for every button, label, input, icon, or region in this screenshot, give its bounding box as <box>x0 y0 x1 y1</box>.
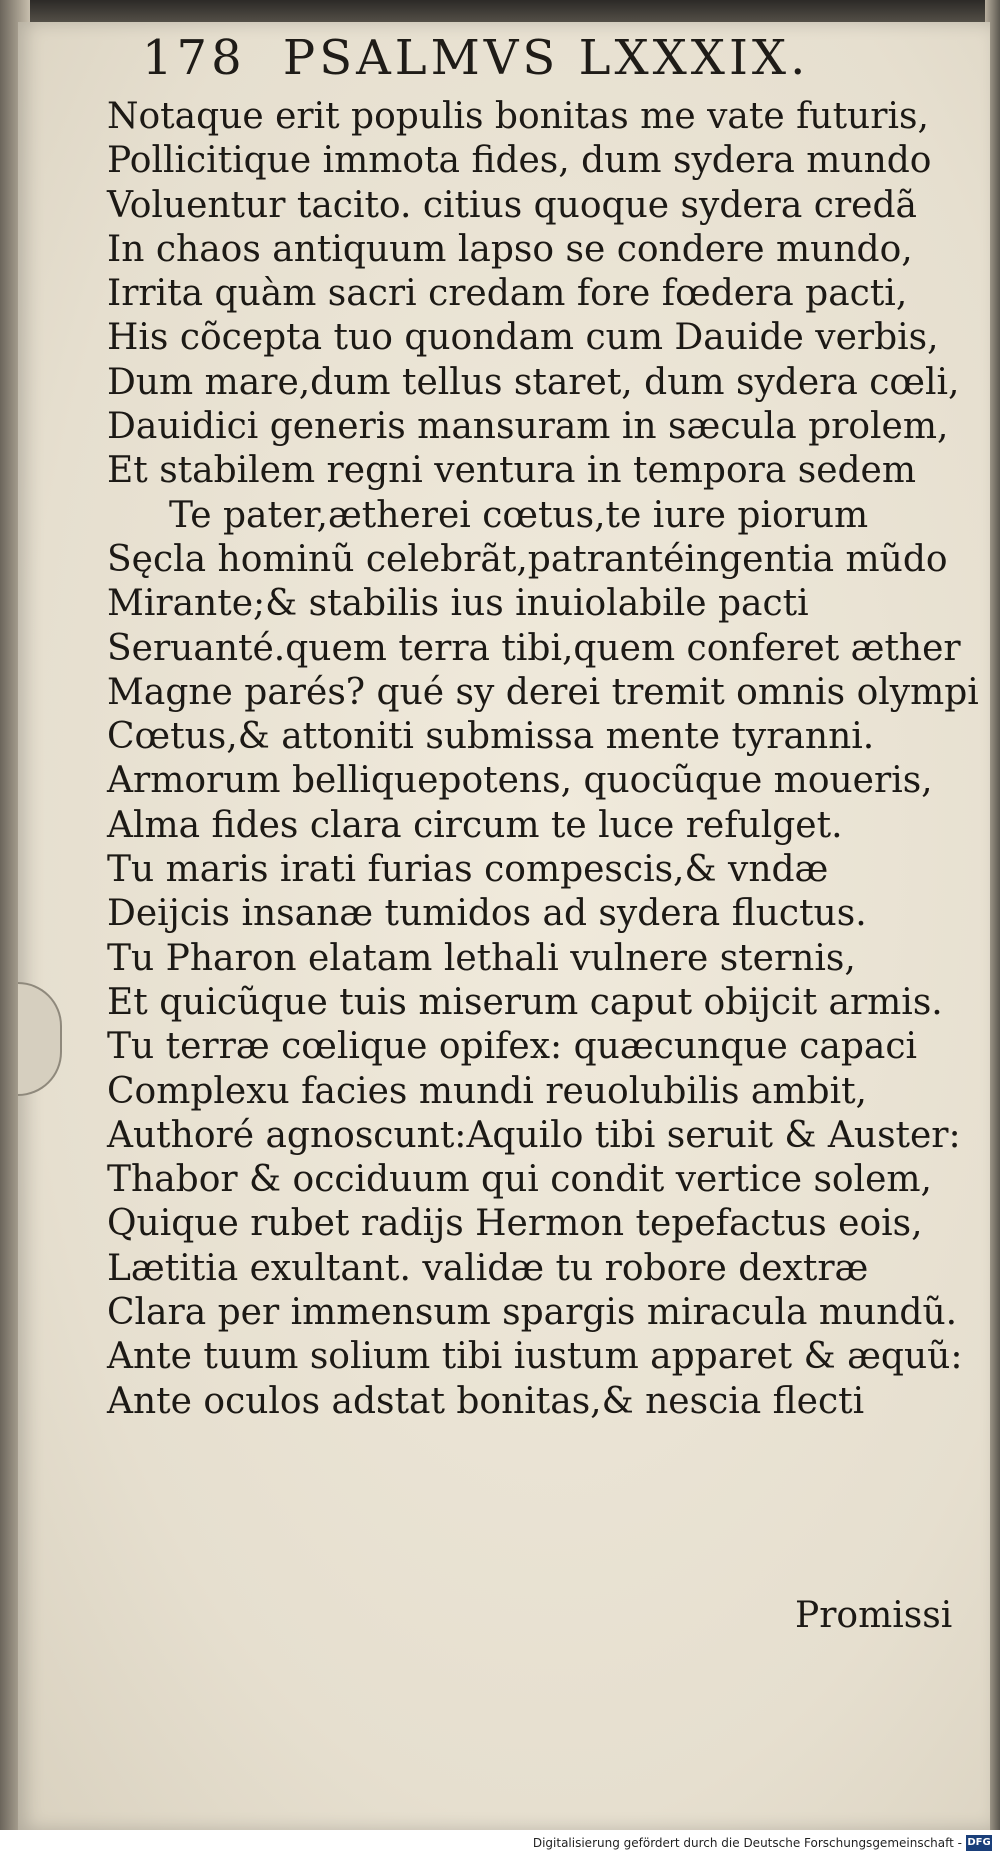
catchword: Promissi <box>795 1595 953 1636</box>
text-line: Ante oculos adstat bonitas,& nescia flecti <box>107 1380 865 1422</box>
text-line: Seruanté.quem terra tibi,quem conferet æther <box>107 627 961 669</box>
text-line: Complexu facies mundi reuolubilis ambit, <box>107 1070 867 1112</box>
text-line: Magne parés? qué sy derei tremit omnis olympi <box>107 671 979 713</box>
text-line: Tu terræ cœlique opifex: quæcunque capaci <box>107 1026 917 1068</box>
text-line: Tu maris irati furias compescis,& vndæ <box>107 849 829 891</box>
text-line: Irrita quàm sacri credam fore fœdera pacti, <box>107 273 908 315</box>
text-line: Clara per immensum spargis miracula mundũ. <box>107 1292 958 1334</box>
text-line: His cõcepta tuo quondam cum Dauide verbis, <box>107 317 939 359</box>
page-clip-tab <box>18 982 62 1096</box>
text-line: Et stabilem regni ventura in tempora sedem <box>107 450 916 492</box>
footer-bar <box>0 1830 1000 1860</box>
text-line: Armorum belliquepotens, quocũque moueris, <box>107 760 933 802</box>
text-line-indented: Te pater,ætherei cœtus,te iure piorum <box>169 494 869 536</box>
text-line: Authoré agnoscunt:Aquilo tibi seruit & Auster: <box>107 1114 961 1156</box>
text-line: Sęcla hominũ celebrãt,patrantéingentia mũdo <box>107 538 948 580</box>
text-line: Ante tuum solium tibi iustum apparet & æquũ: <box>107 1336 963 1378</box>
text-line: In chaos antiquum lapso se condere mundo, <box>107 228 913 270</box>
text-line: Mirante;& stabilis ius inuiolabile pacti <box>107 583 809 625</box>
text-line: Dauidici generis mansuram in sæcula prolem, <box>107 406 949 448</box>
page-header <box>142 30 882 90</box>
running-title: PSALMVS LXXXIX. <box>282 30 810 86</box>
funding-credit: Digitalisierung gefördert durch die Deutsche Forschungsgemeinschaft - <box>532 1836 962 1850</box>
text-line: Et quicũque tuis miserum caput obijcit armis. <box>107 981 943 1023</box>
dfg-logo-icon: DFG <box>966 1835 992 1851</box>
text-line: Thabor & occiduum qui condit vertice solem, <box>107 1159 932 1201</box>
text-line: Voluentur tacito. citius quoque sydera credã <box>107 184 917 226</box>
text-line: Dum mare,dum tellus staret, dum sydera cœli, <box>107 361 960 403</box>
text-line: Alma fides clara circum te luce refulget. <box>107 804 843 846</box>
text-line: Quique rubet radijs Hermon tepefactus eois, <box>107 1203 923 1245</box>
text-line: Tu Pharon elatam lethali vulnere sternis, <box>107 937 856 979</box>
text-line: Notaque erit populis bonitas me vate futuris, <box>107 96 929 137</box>
page-number: 178 <box>142 30 246 86</box>
text-line: Cœtus,& attoniti submissa mente tyranni. <box>107 716 875 758</box>
text-line: Pollicitique immota fides, dum sydera mundo <box>107 140 932 182</box>
poem-text-block <box>107 95 979 1424</box>
text-line: Lætitia exultant. validæ tu robore dextræ <box>107 1247 869 1289</box>
text-line: Deijcis insanæ tumidos ad sydera fluctus. <box>107 893 867 935</box>
